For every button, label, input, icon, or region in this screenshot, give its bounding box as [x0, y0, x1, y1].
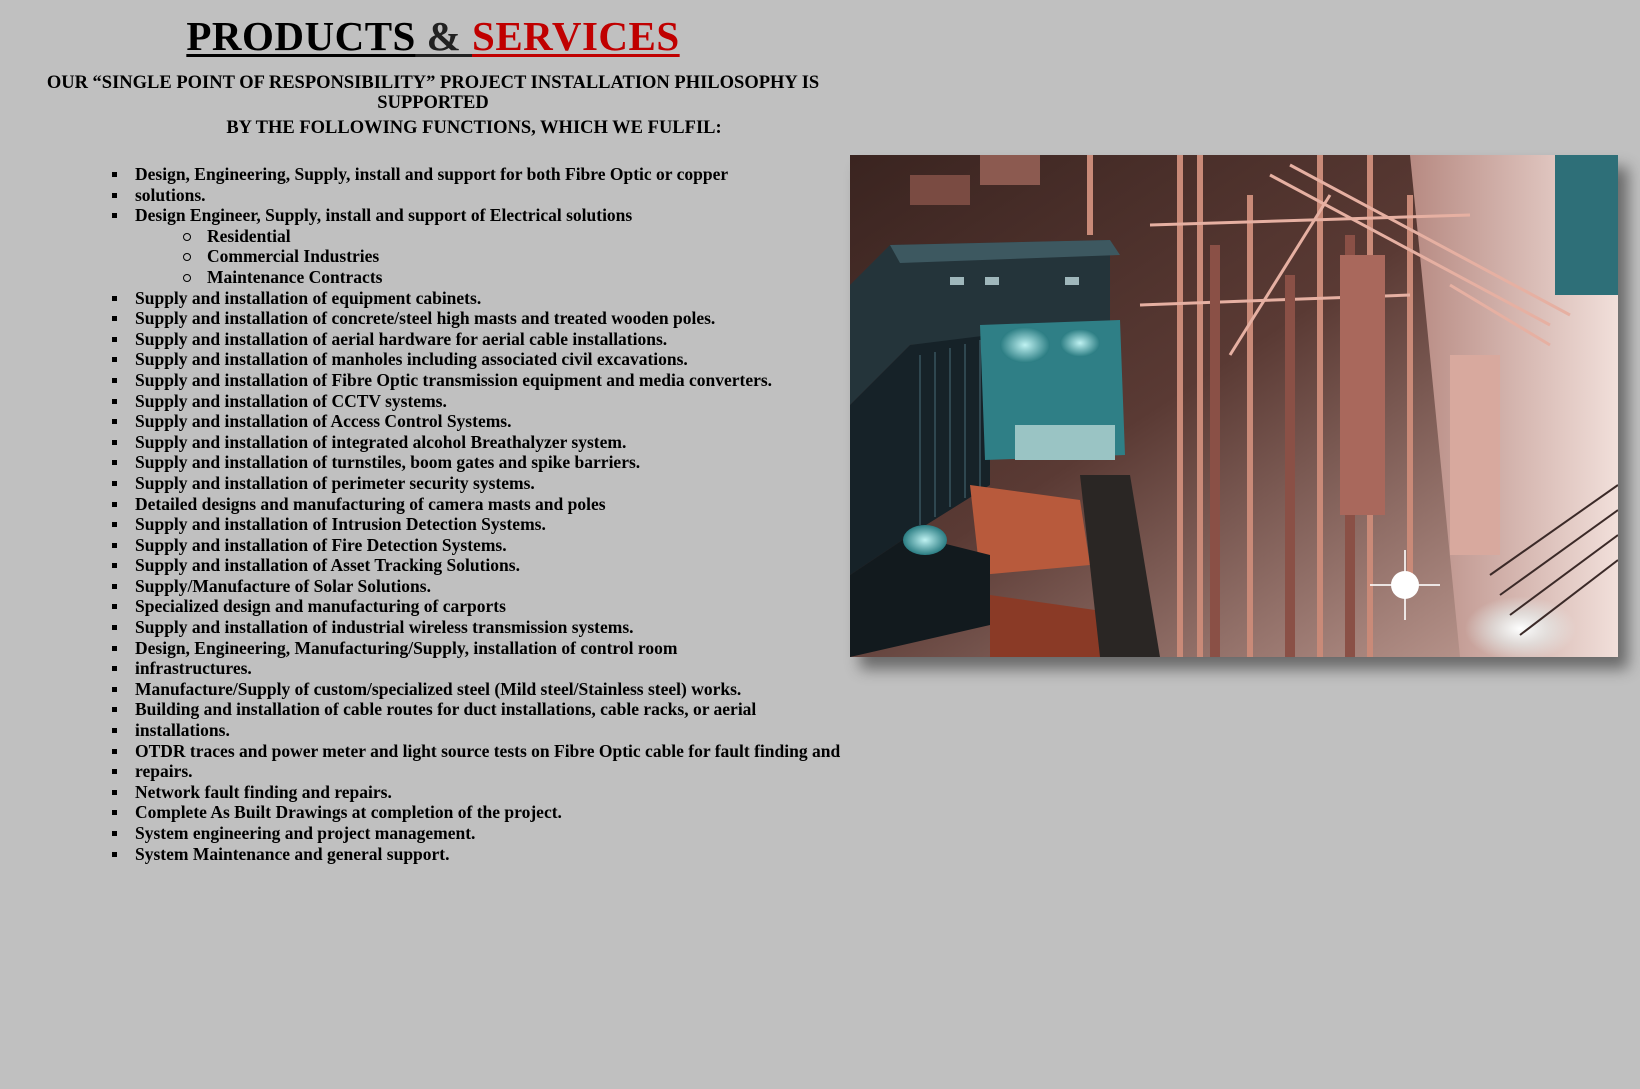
- service-item: Supply and installation of perimeter security systems.: [0, 473, 900, 494]
- service-item: Supply and installation of aerial hardware for aerial cable installations.: [0, 329, 900, 350]
- service-item: Specialized design and manufacturing of carports: [0, 596, 900, 617]
- industrial-plant-illustration: [850, 155, 1618, 657]
- service-item: Supply and installation of equipment cabinets.: [0, 288, 900, 309]
- service-item: System Maintenance and general support.: [0, 844, 900, 865]
- service-item: Supply and installation of industrial wireless transmission systems.: [0, 617, 900, 638]
- service-item: Manufacture/Supply of custom/specialized steel (Mild steel/Stainless steel) works.: [0, 679, 900, 700]
- service-item: Supply and installation of Access Control Systems.: [0, 411, 900, 432]
- service-item: System engineering and project management.: [0, 823, 900, 844]
- subtitle-line-2: BY THE FOLLOWING FUNCTIONS, WHICH WE FULFIL:: [226, 118, 722, 138]
- services-list: [0, 164, 900, 864]
- service-subitem: Commercial Industries: [0, 246, 900, 267]
- service-item: OTDR traces and power meter and light source tests on Fibre Optic cable for fault finding and: [0, 741, 900, 762]
- service-item: Supply and installation of CCTV systems.: [0, 391, 900, 412]
- service-item: Supply/Manufacture of Solar Solutions.: [0, 576, 900, 597]
- service-item: Network fault finding and repairs.: [0, 782, 900, 803]
- service-item: Design, Engineering, Supply, install and support for both Fibre Optic or copper: [0, 164, 900, 185]
- industrial-plant-photo: [850, 155, 1618, 657]
- service-item: infrastructures.: [0, 658, 900, 679]
- service-item: Detailed designs and manufacturing of camera masts and poles: [0, 494, 900, 515]
- service-item: Supply and installation of Intrusion Detection Systems.: [0, 514, 900, 535]
- service-item: Supply and installation of manholes including associated civil excavations.: [0, 349, 900, 370]
- title-ampersand: &: [415, 13, 473, 59]
- service-item: Supply and installation of Fire Detection Systems.: [0, 535, 900, 556]
- service-item: Building and installation of cable routes for duct installations, cable racks, or aerial: [0, 699, 900, 720]
- service-item: installations.: [0, 720, 900, 741]
- service-item: Design Engineer, Supply, install and support of Electrical solutions: [0, 205, 900, 226]
- service-item: Supply and installation of integrated alcohol Breathalyzer system.: [0, 432, 900, 453]
- service-item: Supply and installation of Fibre Optic transmission equipment and media converters.: [0, 370, 900, 391]
- title-products: PRODUCTS: [186, 13, 416, 59]
- service-subitem: Residential: [0, 226, 900, 247]
- service-item: Supply and installation of concrete/steel high masts and treated wooden poles.: [0, 308, 900, 329]
- service-item: Design, Engineering, Manufacturing/Supply, installation of control room: [0, 638, 900, 659]
- service-item: Supply and installation of turnstiles, boom gates and spike barriers.: [0, 452, 900, 473]
- service-item: repairs.: [0, 761, 900, 782]
- page-title: [0, 10, 866, 62]
- service-item: Supply and installation of Asset Tracking Solutions.: [0, 555, 900, 576]
- service-item: solutions.: [0, 185, 900, 206]
- title-services: SERVICES: [472, 13, 680, 59]
- service-item: Complete As Built Drawings at completion of the project.: [0, 802, 900, 823]
- subtitle-line-1: OUR “SINGLE POINT OF RESPONSIBILITY” PROJECT INSTALLATION PHILOSOPHY IS SUPPORTED: [46, 73, 820, 113]
- service-subitem: Maintenance Contracts: [0, 267, 900, 288]
